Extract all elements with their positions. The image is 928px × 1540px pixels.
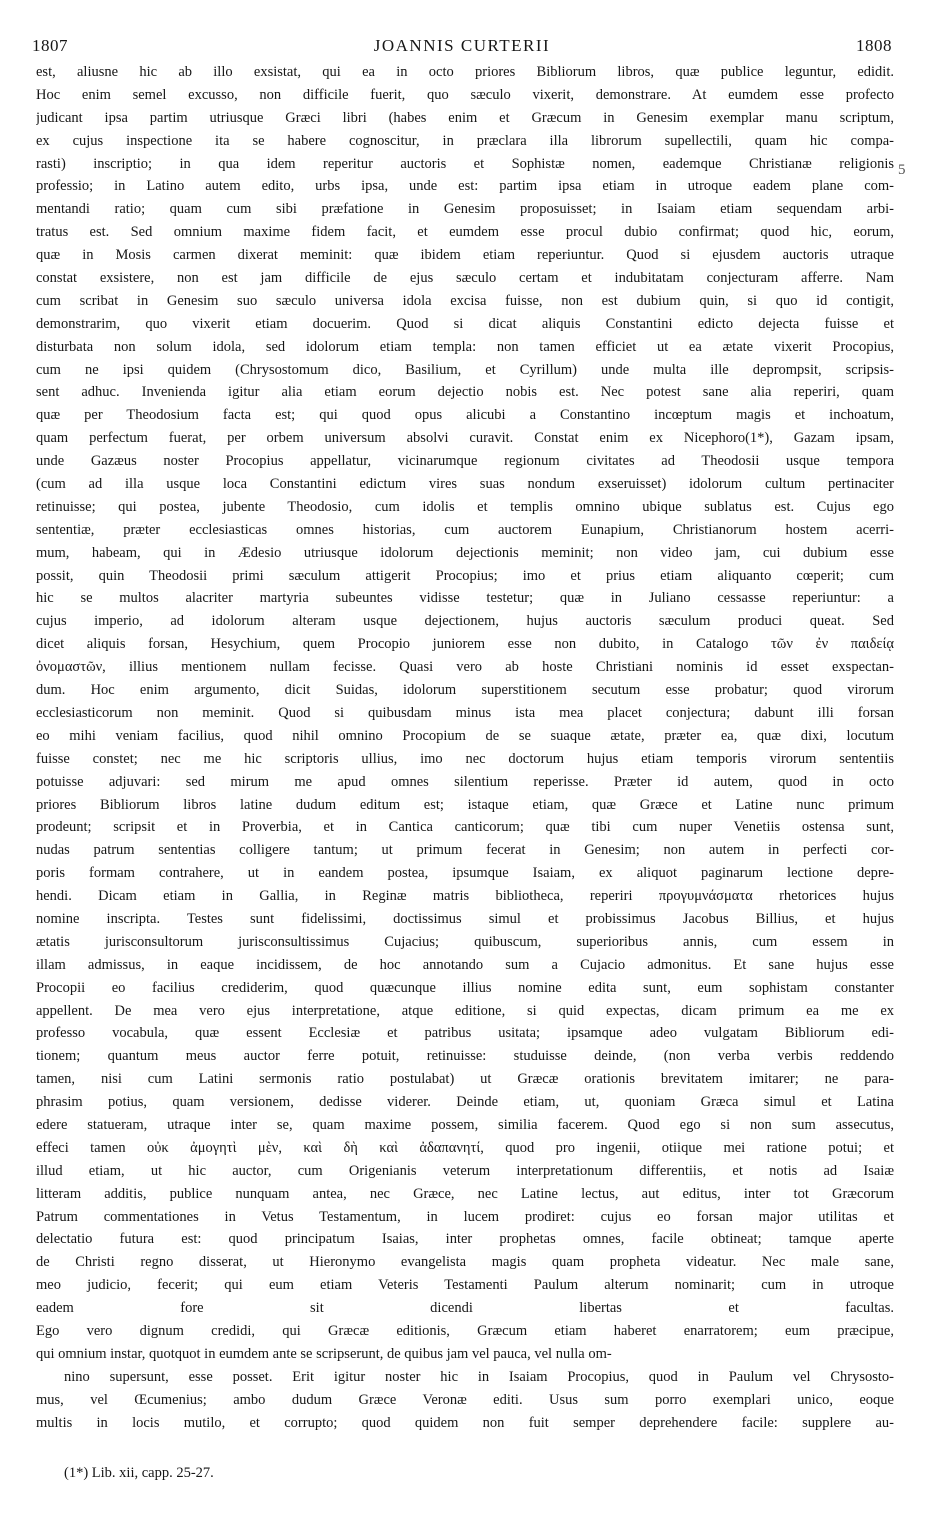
text-line: cum scribat in Genesim suo sæculo universa idola excisa fuisse, non est dubium quin, si quo id contigit, [36,292,894,309]
text-line: hendi. Dicam etiam in Gallia, in Reginæ matris bibliotheca, reperiri προγυμνάσματα rhetorices hujus [36,888,894,905]
text-line: constat exsistere, non est jam difficile de ejus sæculo certam et indubitatam conjecturam afferre. Nam [36,270,894,287]
text-line: nomine inscripta. Testes sunt fidelissimi, doctissimus simul et probissimus Jacobus Billius, et hujus [36,910,894,927]
left-page-number: 1807 [32,36,68,55]
text-line: quam perfectum fuerat, per orbem universum absolvi curavit. Constat enim ex Nicephoro(1*), Gazam ipsam, [36,430,894,447]
text-line: phrasim potius, quam versionem, dedisse viderer. Deinde etiam, ut, quoniam Græca simul et Latina [36,1094,894,1111]
text-line: delectatio futura est: quod principatum Isaias, inter prophetas omnes, facile obtineat; tamque aperte [36,1231,894,1248]
text-line: demonstrarim, quo vixerit etiam docuerim. Quod si dicat aliquis Constantini edicto dejecta fuisse et [36,315,894,332]
text-line: effeci tamen οὐκ ἀμογητὶ μὲν, καὶ δὴ καὶ ἀδαπανητί, quod pro ingenii, otiique mei ratione potui; et [36,1139,894,1156]
text-line: nino supersunt, esse posset. Erit igitur noster hic in Isaiam Procopius, quod in Paulum vel Chrysosto- [64,1368,894,1385]
text-line: illam admissus, in eaque incidissem, de hoc annotando sum a Cujacio admonitus. Et sane hujus esse [36,956,894,973]
text-line: quæ in Mosis carmen dixerat meminit: quæ ibidem etiam reperiuntur. Quod si ejusdem auctoris utraque [36,247,894,264]
text-line: fuisse constet; nec me hic scriptoris ullius, imo nec doctorum hujus etiam temporis virorum sententiis [36,750,894,767]
right-page-number: 1808 [856,36,892,55]
text-line: de Christi regno disserat, ut Hieronymo evangelista magis quam propheta videatur. Nec male sane, [36,1254,894,1271]
text-line: cum ne ipsi quidem (Chrysostomum dico, Basilium, et Cyrillum) unde multa ille deprompsit, scripsis- [36,361,894,378]
text-line: quæ per Theodosium facta est; qui quod opus alicubi a Constantino incœptum magis et inchoatum, [36,407,894,424]
text-line: illud etiam, ut hic auctor, cum Origenianis veterum interpretationum differentiis, et notis ad Isaiæ [36,1162,894,1179]
text-line: sententiæ, præter ecclesiasticas omnes historias, cum auctorem Eunapium, Christianorum hostem acerri- [36,521,894,538]
text-line: cujus imperio, ad idolorum alteram usque dejectionem, hujus auctoris sæculum produci queat. Sed [36,613,894,630]
text-line: unde Gazæus noster Procopius appellatur, vicinarumque regionum civitates ad Theodosii usque tempora [36,453,894,470]
running-title: JOANNIS CURTERII [373,36,551,55]
text-line: ecclesiasticorum non meminit. Quod si quibusdam minus ista mea placet conjectura; dabunt illi forsan [36,704,894,721]
text-line: dicet aliquis forsan, Hesychium, quem Procopio juniorem esse non dubito, in Catalogo τῶν ἐν παιδείᾳ [36,636,894,653]
text-line: est, aliusne hic ab illo exsistat, qui ea in octo priores Bibliorum libros, quæ publice leguntur, edidit. [36,64,894,80]
text-line: nudas patrum sententias colligere tantum; ut primum fecerat in Genesim; non autem in perfecti cor- [36,842,894,859]
text-line: hic se multos alacriter martyria subeuntes vidisse testetur; quæ in Juliano cessasse reperiuntur: a [36,590,894,607]
text-line: potuisse adjuvari: sed mirum me apud omnes silentium reperisse. Præter id autem, quod in octo [36,773,894,790]
text-line: ex cujus inspectione ita se habere cognoscitur, in præclara illa librorum supellectili, quam hic compa- [36,132,894,149]
text-line: ὀνομαστῶν, illius mentionem nullam fecisse. Quasi vero ab hoste Christiani nominis id esset exspectan- [36,659,894,676]
text-line: tratus est. Sed omnium maxime fidem facit, et eumdem esse procul dubio confirmat; quod hic, eorum, [36,224,894,241]
text-line: ætatis jurisconsultorum jurisconsultissimus Cujacius; quibuscum, superioribus annis, cum essem in [36,933,894,950]
text-line: professio; in Latino autem edito, urbs ipsa, unde est: partim ipsa etiam in utroque eadem plane com- [36,178,894,195]
text-line: (cum ad illa usque loca Constantini edictum vires suas nondum exseruisset) idolorum cultum pertinaciter [36,476,894,493]
text-line: Patrum commentationes in Vetus Testamentum, in lucem prodiret: cujus eo forsan major utilitas et [36,1208,894,1225]
text-line: professo vocabula, quæ essent Ecclesiæ et patribus usitata; ipsamque adeo vulgatam Bibliorum edi- [36,1025,894,1042]
running-head [32,36,892,58]
text-line: Procopii eo facilius crediderim, quod quæcunque illius nomine edita sunt, eum sophistam constanter [36,979,894,996]
text-line: tamen, nisi cum Latini sermonis ratio postulabat) ut Græcæ orationis brevitatem imitarer; ne para- [36,1071,894,1088]
text-line: mentandi ratio; quam cum sibi præfatione in Genesim proposuisset; in Isaiam etiam sequendam arbi- [36,201,894,218]
text-line: Hoc enim semel excusso, non difficile fuerit, quo sæculo vixerit, demonstrare. At eumdem esse profecto [36,86,894,103]
text-line: appellent. De mea vero ejus interpretatione, atque editione, si quid expectas, dicam primum ea me ex [36,1002,894,1019]
margin-section-marker: 5 [898,162,906,178]
footnote: (1*) Lib. xii, capp. 25-27. [64,1465,214,1481]
text-line: possit, quin Theodosii primi sæculum attigerit Procopius; imo et prius etiam aliquanto cœperit; cum [36,567,894,584]
text-line: eadem fore sit dicendi libertas et facultas. [36,1300,894,1317]
text-line: mus, vel Œcumenius; ambo dudum Græce Veronæ editi. Usus sum porro exemplari unico, eoque [36,1391,894,1408]
body-text [36,61,894,1434]
text-line: disturbata non solum idola, sed idolorum etiam templa: non tamen efficiet ut ea ætate vixerit Procopius, [36,338,894,355]
text-line: Ego vero dignum credidi, qui Græcæ editionis, Græcum etiam haberet enarratorem; eum præcipue, [36,1322,894,1339]
text-line: rasti) inscriptio; in qua idem reperitur auctoris et Sophistæ nomen, eademque Christianæ religionis [36,155,894,172]
text-line: retinuisse; qui postea, jubente Theodosio, cum idolis et templis omnino ubique sublatus est. Cujus ego [36,498,894,515]
text-line: eo mihi veniam facilius, quod nihil omnino Procopium de se suaque ætate, præter ea, quæ dixi, locutum [36,727,894,744]
text-line: multis in locis mutilo, et corrupto; quod quidem non fuit semper deprehendere facile: supplere au- [36,1414,894,1431]
text-line: mum, habeam, qui in Ædesio utriusque idolorum dejectionis meminit; non video jam, cui dubium esse [36,544,894,561]
text-line: meo judicio, fecerit; qui eum etiam Veteris Testamenti Paulum alterum nominarit; cum in utroque [36,1277,894,1294]
text-line: edere statueram, utraque inter se, quam maxime possem, similia facerem. Quod ego si non sum assecutus, [36,1116,894,1133]
text-line: tionem; quantum meus auctor ferre potuit, retinuisse: studuisse deinde, (non verba verbis reddendo [36,1048,894,1065]
text-line: prodeunt; scripsit et in Proverbia, et in Cantica canticorum; quæ tibi cum nuper Venetiis ostensa sunt, [36,819,894,836]
text-line: priores Bibliorum libros latine dudum editum est; istaque etiam, quæ Græce et Latine nunc primum [36,796,894,813]
text-line: poris formam contrahere, ut in eandem postea, ipsumque Isaiam, ex aliquot paginarum lectione depre- [36,865,894,882]
text-line: sent adhuc. Invenienda igitur alia etiam eorum dejectio nobis est. Nec potest sane alia reperiri, quam [36,384,894,401]
text-line: dum. Hoc enim argumento, dicit Suidas, idolorum superstitionem secutum esse probatur; quod virorum [36,682,894,699]
text-line: litteram additis, publice nunquam antea, nec Græce, nec Latine lectus, aut editus, inter tot Græcorum [36,1185,894,1202]
text-line: judicant ipsa partim utriusque Græci libri (habes enim et Græcum in Genesim exemplar manu scriptum, [36,109,894,126]
text-line: qui omnium instar, quotquot in eumdem ante se scripserunt, de quibus jam vel pauca, vel nulla om- [36,1345,612,1362]
